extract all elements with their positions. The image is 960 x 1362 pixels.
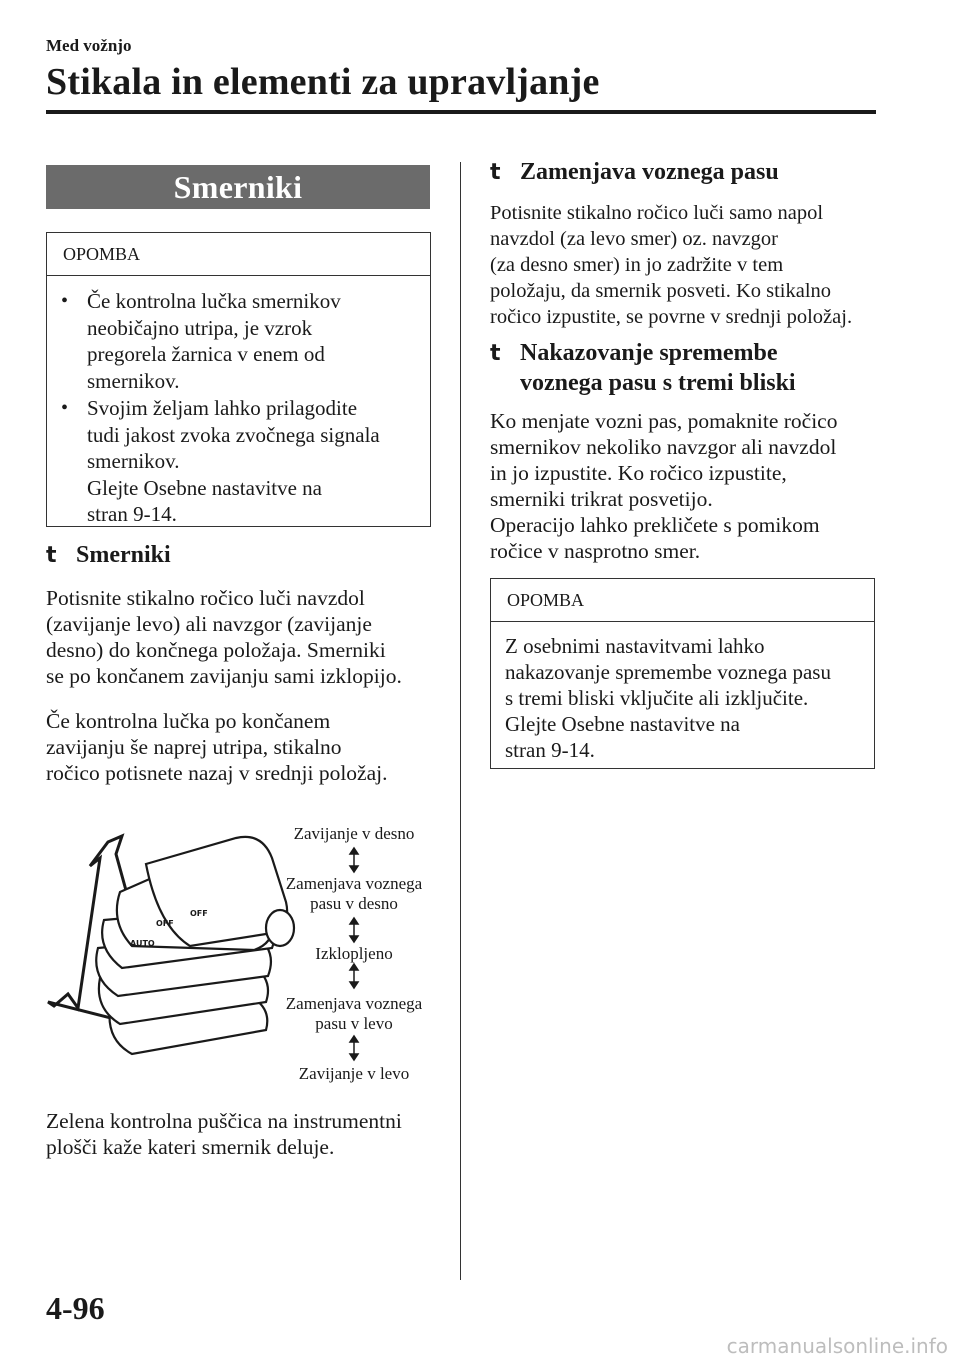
note-bullet-text: Če kontrolna lučka smernikov neobičajno utripa, je vzrok pregorela žarnica v enem od smernikov.: [87, 289, 341, 393]
note-box-right: [490, 578, 875, 769]
note-heading: OPOMBA: [491, 579, 874, 622]
column-divider: [460, 162, 461, 1280]
paragraph: Potisnite stikalno ročico luči samo napol navzdol (za levo smer) oz. navzgor (za desno smer) in jo zadržite v tem položaju, da smernik posveti. Ko stikalno ročico izpustite, se povrne v srednji položaj.: [490, 202, 853, 328]
lever-stack-icon: [96, 837, 294, 1054]
watermark: carmanualsonline.info: [726, 1334, 948, 1358]
lever-mark: OFF: [156, 919, 174, 928]
section-marker-icon: t: [490, 160, 501, 185]
title-rule: [46, 110, 876, 114]
figure-label-off: Izklopljeno: [315, 944, 393, 963]
paragraph: Potisnite stikalno ročico luči navzdol (zavijanje levo) ali navzgor (zavijanje desno) do končnega položaja. Smerniki se po končanem zavijanju sami izklopijo.: [46, 586, 402, 688]
section-title: Zamenjava voznega pasu: [520, 159, 779, 185]
page-number: 4-96: [46, 1290, 105, 1326]
chapter-kicker: Med vožnjo: [46, 36, 132, 55]
section-title: Nakazovanje spremembe: [520, 340, 778, 366]
note-text: Z osebnimi nastavitvami lahko nakazovanje spremembe voznega pasu s tremi bliski vključite ali izključite. Glejte Osebne nastavitve na stran 9-14.: [505, 634, 831, 762]
paragraph: Če kontrolna lučka po končanem zavijanju še naprej utripa, stikalno ročico potisnete nazaj v srednji položaj.: [46, 709, 388, 785]
lever-mark: OFF: [190, 909, 208, 918]
section-heading-lane-change: [490, 157, 779, 188]
lever-mark: AUTO: [130, 939, 155, 948]
note-bullet-text: Svojim željam lahko prilagodite tudi jakost zvoka zvočnega signala smernikov. Glejte Osebne nastavitve na stran 9-14.: [87, 396, 380, 526]
figure-label-turn-left: Zavijanje v levo: [298, 1064, 410, 1083]
paragraph: Ko menjate vozni pas, pomaknite ročico smernikov nekoliko navzgor ali navzdol in jo izpustite. Ko ročico izpustite, smerniki trikrat posvetijo. Operacijo lahko prekličete s pomikom ročice v nasprotno smer.: [490, 409, 838, 563]
figure-label-turn-right: Zavijanje v desno: [293, 824, 415, 843]
section-heading-three-flash: [490, 338, 778, 369]
section-band-title: Smerniki: [46, 165, 430, 209]
section-title: Smerniki: [76, 542, 171, 568]
section-heading-three-flash-line2: voznega pasu s tremi bliski: [520, 370, 796, 396]
section-heading-smerniki: [46, 540, 171, 571]
note-heading: OPOMBA: [47, 233, 430, 276]
section-marker-icon: t: [46, 543, 57, 568]
turn-signal-lever-figure: [40, 818, 440, 1088]
section-marker-icon: t: [490, 341, 501, 366]
figure-label-lane-change-right: Zamenjava voznega pasu v desno: [285, 874, 423, 913]
figure-label-lane-change-left: Zamenjava voznega pasu v levo: [285, 994, 423, 1033]
note-box-left: [46, 232, 431, 527]
bullet-icon: •: [61, 397, 69, 419]
page-title: Stikala in elementi za upravljanje: [46, 61, 600, 103]
bullet-icon: •: [61, 290, 69, 312]
paragraph: Zelena kontrolna puščica na instrumentni plošči kaže kateri smernik deluje.: [46, 1109, 402, 1159]
